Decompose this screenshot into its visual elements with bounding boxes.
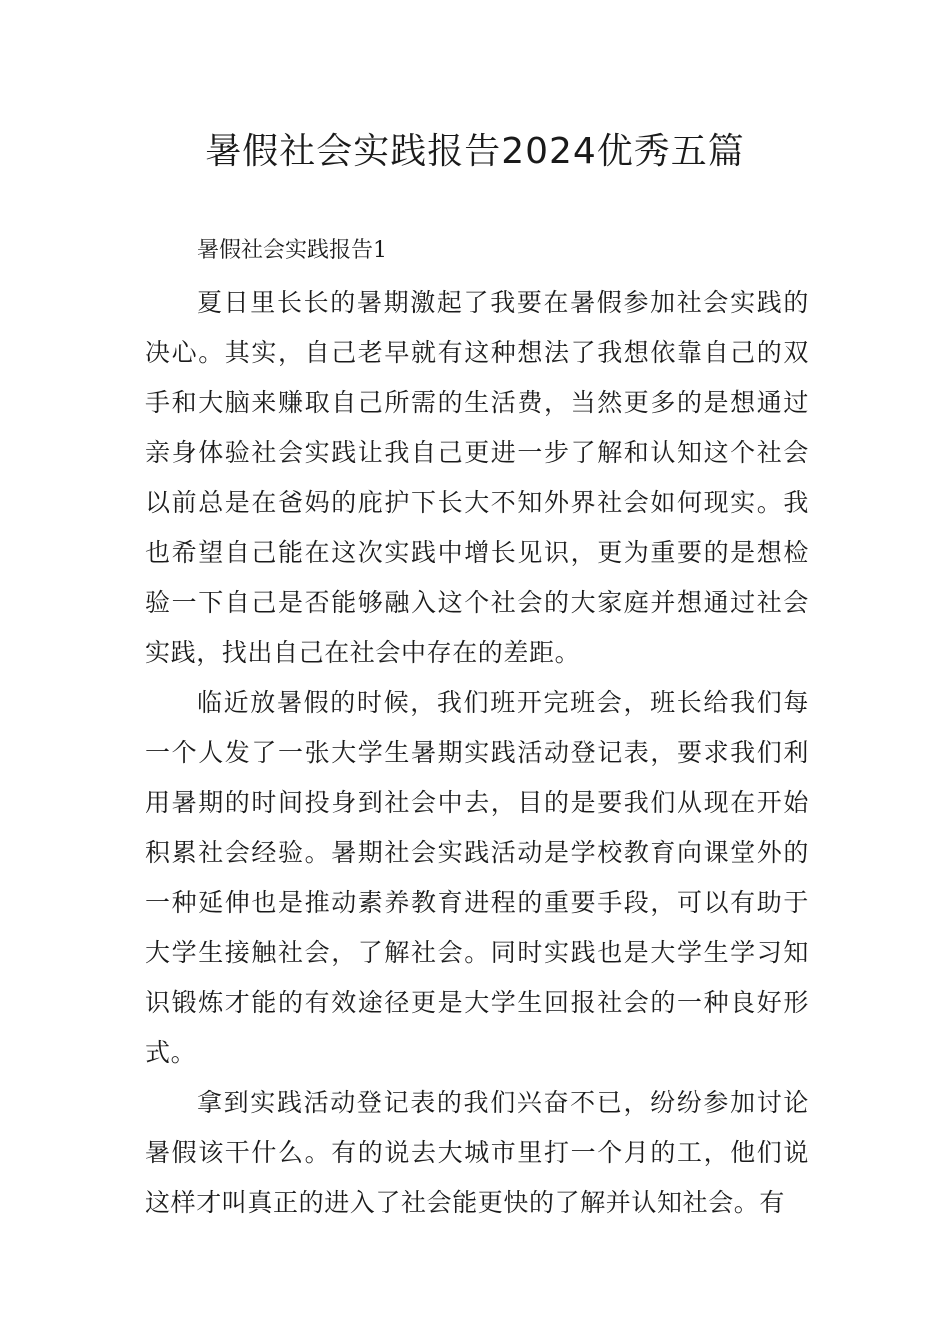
document-title: 暑假社会实践报告2024优秀五篇 — [205, 131, 745, 172]
paragraph-3: 拿到实践活动登记表的我们兴奋不已，纷纷参加讨论暑假该干什么。有的说去大城市里打一个月的工，他们说这样才叫真正的进入了社会能更快的了解并认知社会。有 — [145, 1088, 809, 1217]
section-heading: 暑假社会实践报告1 — [197, 238, 387, 263]
paragraph-1: 夏日里长长的暑期激起了我要在暑假参加社会实践的决心。其实，自己老早就有这种想法了我想依靠自己的双手和大脑来赚取自己所需的生活费，当然更多的是想通过亲身体验社会实践让我自己更进一步了解和认知这个社会以前总是在爸妈的庇护下长大不知外界社会如何现实。我也希望自己能在这次实践中增长见识，更为重要的是想检验一下自己是否能够融入这个社会的大家庭并想通过社会实践，找出自己在社会中存在的差距。 — [145, 288, 809, 667]
document-body — [145, 226, 809, 1228]
paragraph-2: 临近放暑假的时候，我们班开完班会，班长给我们每一个人发了一张大学生暑期实践活动登记表，要求我们利用暑期的时间投身到社会中去，目的是要我们从现在开始积累社会经验。暑期社会实践活动是学校教育向课堂外的一种延伸也是推动素养教育进程的重要手段，可以有助于大学生接触社会，了解社会。同时实践也是大学生学习知识锻炼才能的有效途径更是大学生回报社会的一种良好形式。 — [145, 688, 809, 1067]
